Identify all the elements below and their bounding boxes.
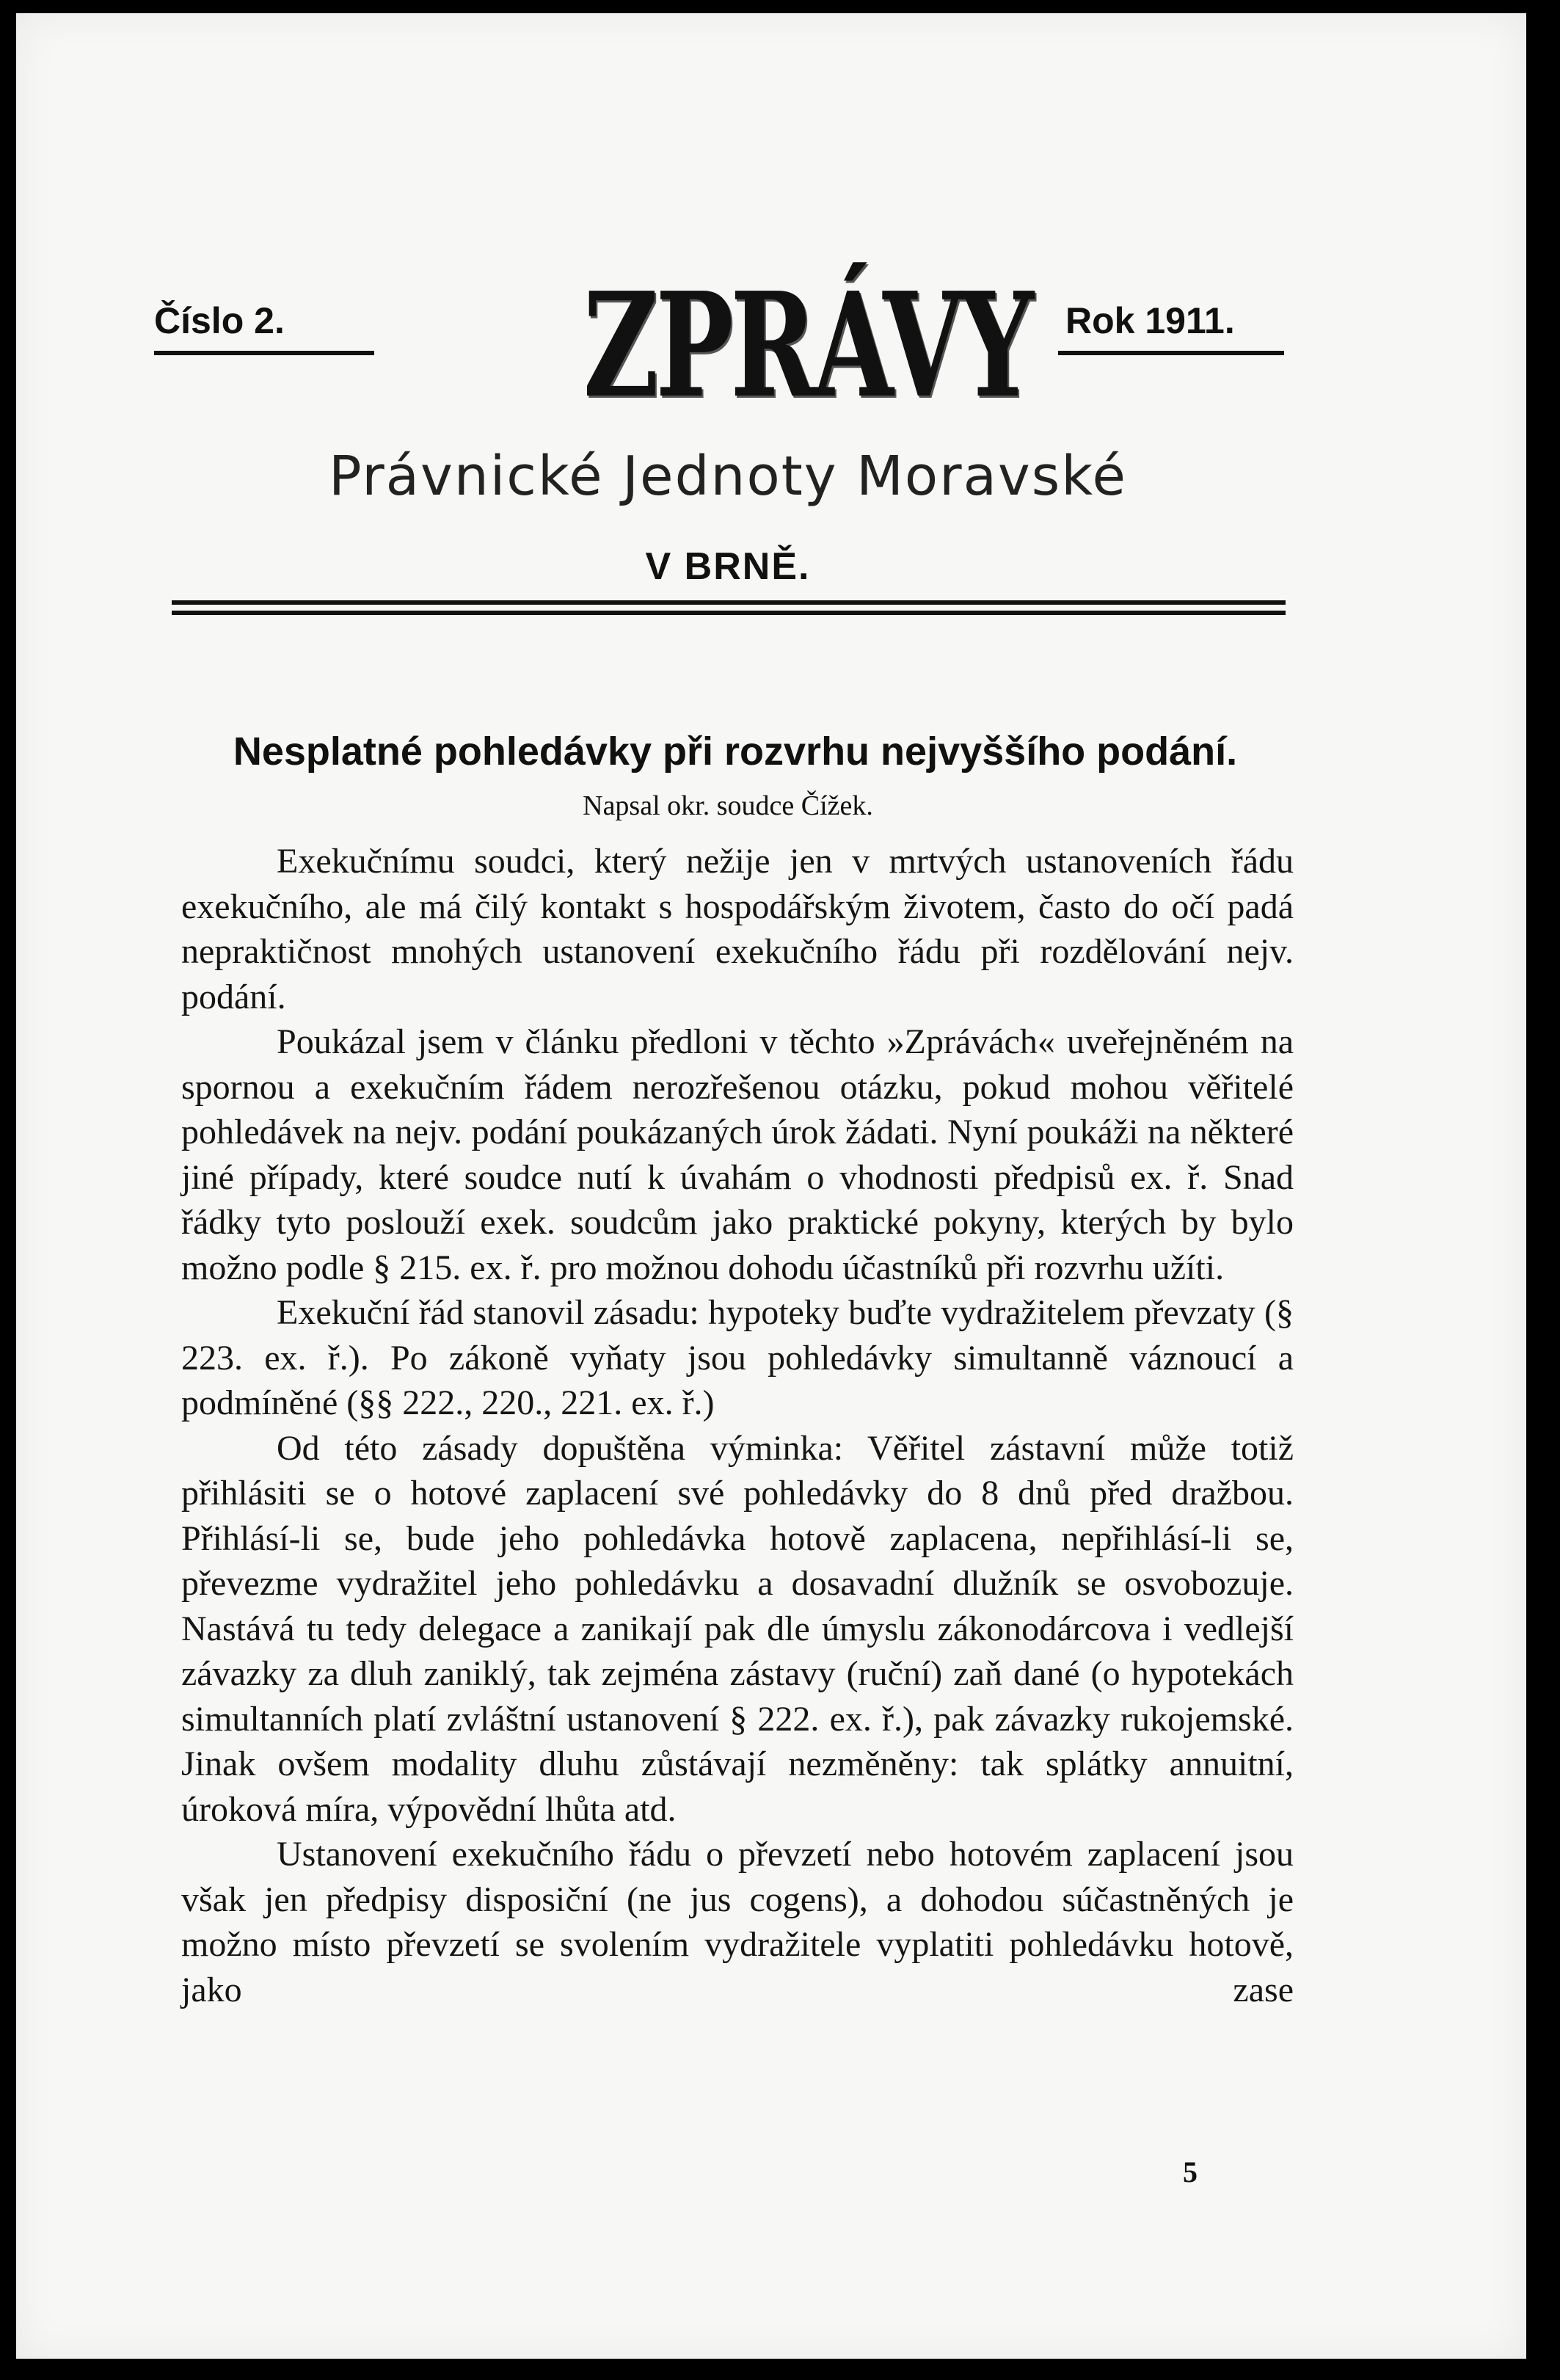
paragraph-3: Exekuční řád stanovil zásadu: hypoteky buďte vydražitelem převzaty (§ 223. ex. ř.). Po zákoně vyňaty jsou pohledávky simultanně váznoucí a podmíněné (§§ 222., 220., 221. ex. ř.) bbox=[181, 1293, 1294, 1422]
journal-page bbox=[16, 13, 1526, 2359]
masthead-city: V BRNĚ. bbox=[645, 545, 811, 588]
year-underline bbox=[1058, 351, 1284, 355]
article-byline: Napsal okr. soudce Čížek. bbox=[583, 790, 873, 821]
issue-number: Číslo 2. bbox=[154, 300, 285, 341]
paragraph-5: Ustanovení exekučního řádu o převzetí nebo hotovém zaplacení jsou však jen předpisy disposiční (ne jus cogens), a dohodou súčastněných je možno místo převzetí se svolením vydražitele vyplatiti pohledávku hotově, jako zase bbox=[181, 1835, 1294, 2009]
masthead-title: ZPRÁVY bbox=[583, 261, 1031, 430]
page-number: 5 bbox=[1183, 2155, 1198, 2188]
article-body bbox=[181, 839, 1294, 2012]
paragraph-1: Exekučnímu soudci, který nežije jen v mrtvých ustanoveních řádu exekučního, ale má čilý kontakt s hospodářským životem, často do očí padá nepraktičnost mnohých ustanovení exekučního řádu při rozdělování nejv. podání. bbox=[181, 842, 1294, 1016]
year-label: Rok 1911. bbox=[1065, 300, 1235, 341]
header-divider bbox=[172, 600, 1286, 618]
issue-underline bbox=[154, 351, 374, 355]
paragraph-4: Od této zásady dopuštěna výminka: Věřitel zástavní může totiž přihlásiti se o hotové zaplacení své pohledávky do 8 dnů před dražbou. Přihlásí-li se, bude jeho pohledávka hotově zaplacena, nepřihlásí-li se, převezme vydražitel jeho pohledávku a dosavadní dlužník se osvobozuje. Nastává tu tedy delegace a zanikají pak dle úmyslu zákonodárcova i vedlejší závazky za dluh zaniklý, tak zejména zástavy (ruční) zaň dané (o hypotekách simultanních platí zvláštní ustanovení § 222. ex. ř.), pak závazky rukojemské. Jinak ovšem modality dluhu zůstávají nezměněny: tak splátky annuitní, úroková míra, výpovědní lhůta atd. bbox=[181, 1428, 1294, 1829]
paragraph-2: Poukázal jsem v článku předloni v těchto »Zprávách« uveřejněném na spornou a exekučním řádem nerozřešenou otázku, pokud mohou věřitelé pohledávek na nejv. podání poukázaných úrok žádati. Nyní poukáži na některé jiné případy, které soudce nutí k úvahám o vhodnosti předpisů ex. ř. Snad řádky tyto poslouží exek. soudcům jako praktické pokyny, kterých by bylo možno podle § 215. ex. ř. pro možnou dohodu účastníků při rozvrhu užíti. bbox=[181, 1022, 1294, 1287]
article-title: Nesplatné pohledávky při rozvrhu nejvyššího podání. bbox=[233, 729, 1238, 774]
masthead-subtitle: Právnické Jednoty Moravské bbox=[328, 445, 1128, 508]
